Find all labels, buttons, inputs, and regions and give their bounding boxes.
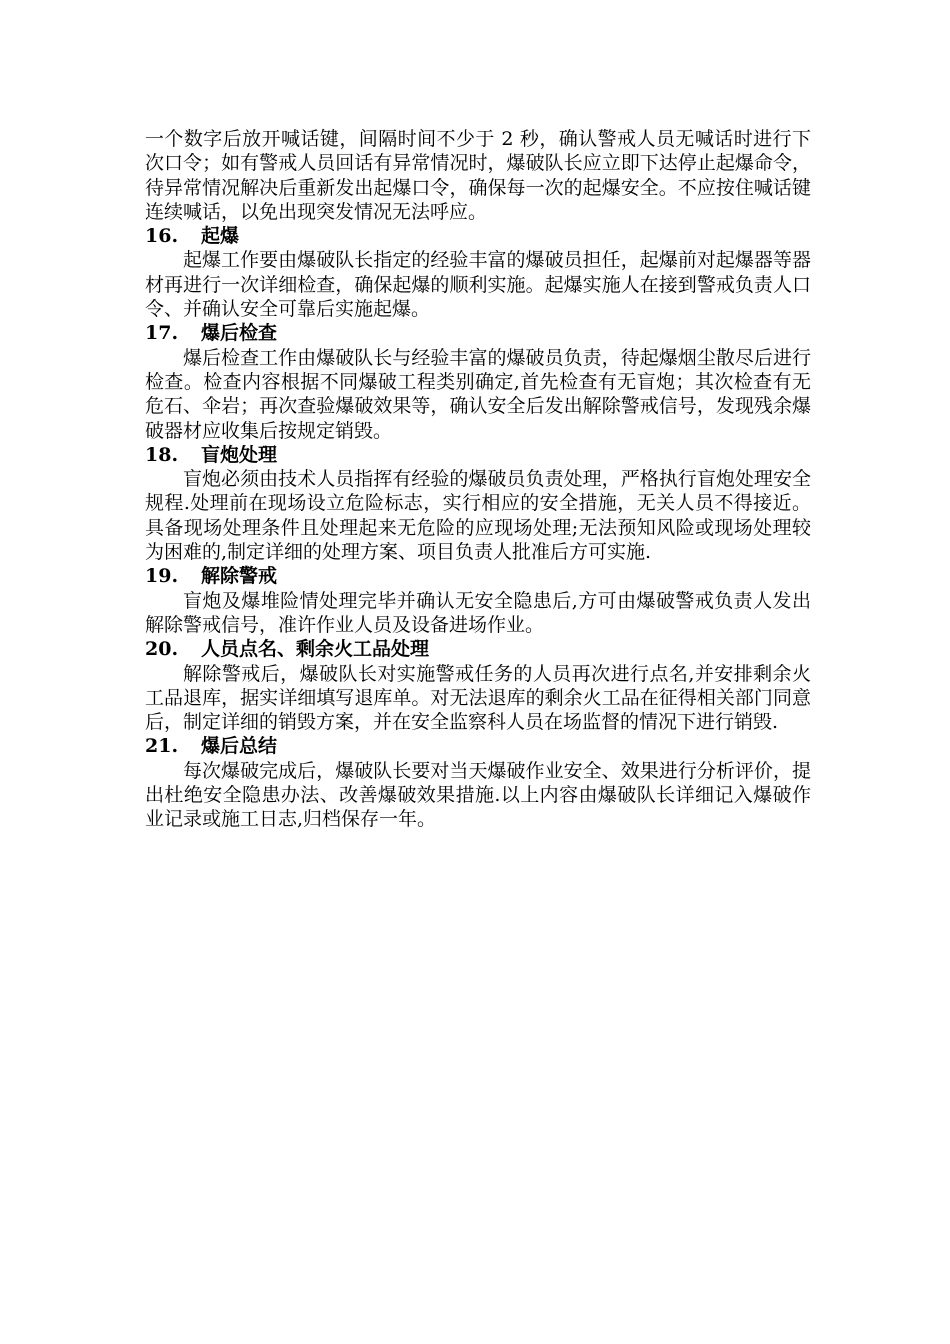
section-heading <box>145 564 811 588</box>
section-title: 爆后检查 <box>201 322 278 345</box>
section-number: 18. <box>145 443 179 466</box>
section-20 <box>145 637 811 734</box>
section-title: 盲炮处理 <box>201 443 278 466</box>
section-heading <box>145 734 811 758</box>
section-18 <box>145 443 811 564</box>
section-number: 16. <box>145 225 179 248</box>
section-body: 起爆工作要由爆破队长指定的经验丰富的爆破员担任，起爆前对起爆器等器材再进行一次详细检查，确保起爆的顺利实施。起爆实施人在接到警戒负责人口令、并确认安全可靠后实施起爆。 <box>145 249 811 321</box>
document-page <box>145 127 811 832</box>
section-title: 人员点名、剩余火工品处理 <box>201 638 430 661</box>
section-title: 解除警戒 <box>201 565 278 588</box>
section-heading <box>145 443 811 467</box>
section-heading <box>145 224 811 248</box>
section-body: 盲炮及爆堆险情处理完毕并确认无安全隐患后,方可由爆破警戒负责人发出解除警戒信号，准许作业人员及设备进场作业。 <box>145 589 811 636</box>
section-heading <box>145 321 811 345</box>
intro-paragraph: 一个数字后放开喊话键，间隔时间不少于 2 秒，确认警戒人员无喊话时进行下次口令；如有警戒人员回话有异常情况时，爆破队长应立即下达停止起爆命令，待异常情况解决后重新发出起爆口令，确保每一次的起爆安全。不应按住喊话键连续喊话，以免出现突发情况无法呼应。 <box>145 128 811 223</box>
section-16 <box>145 224 811 321</box>
section-body: 解除警戒后，爆破队长对实施警戒任务的人员再次进行点名,并安排剩余火工品退库，据实详细填写退库单。对无法退库的剩余火工品在征得相关部门同意后，制定详细的销毁方案，并在安全监察科人员在场监督的情况下进行销毁. <box>145 662 811 734</box>
section-number: 17. <box>145 322 179 345</box>
section-body: 爆后检查工作由爆破队长与经验丰富的爆破员负责，待起爆烟尘散尽后进行检查。检查内容根据不同爆破工程类别确定,首先检查有无盲炮；其次检查有无危石、伞岩；再次查验爆破效果等，确认安全后发出解除警戒信号，发现残余爆破器材应收集后按规定销毁。 <box>145 346 811 442</box>
section-heading <box>145 637 811 661</box>
section-17 <box>145 321 811 442</box>
section-title: 起爆 <box>201 225 240 248</box>
section-number: 19. <box>145 565 179 588</box>
section-number: 20. <box>145 638 179 661</box>
section-number: 21. <box>145 735 179 758</box>
section-21 <box>145 734 811 831</box>
section-19 <box>145 564 811 637</box>
section-title: 爆后总结 <box>201 735 278 758</box>
section-body: 盲炮必须由技术人员指挥有经验的爆破员负责处理，严格执行盲炮处理安全规程.处理前在现场设立危险标志，实行相应的安全措施，无关人员不得接近。具备现场处理条件且处理起来无危险的应现场处理;无法预知风险或现场处理较为困难的,制定详细的处理方案、项目负责人批准后方可实施. <box>145 468 811 564</box>
section-body: 每次爆破完成后，爆破队长要对当天爆破作业安全、效果进行分析评价，提出杜绝安全隐患办法、改善爆破效果措施.以上内容由爆破队长详细记入爆破作业记录或施工日志,归档保存一年。 <box>145 759 811 831</box>
